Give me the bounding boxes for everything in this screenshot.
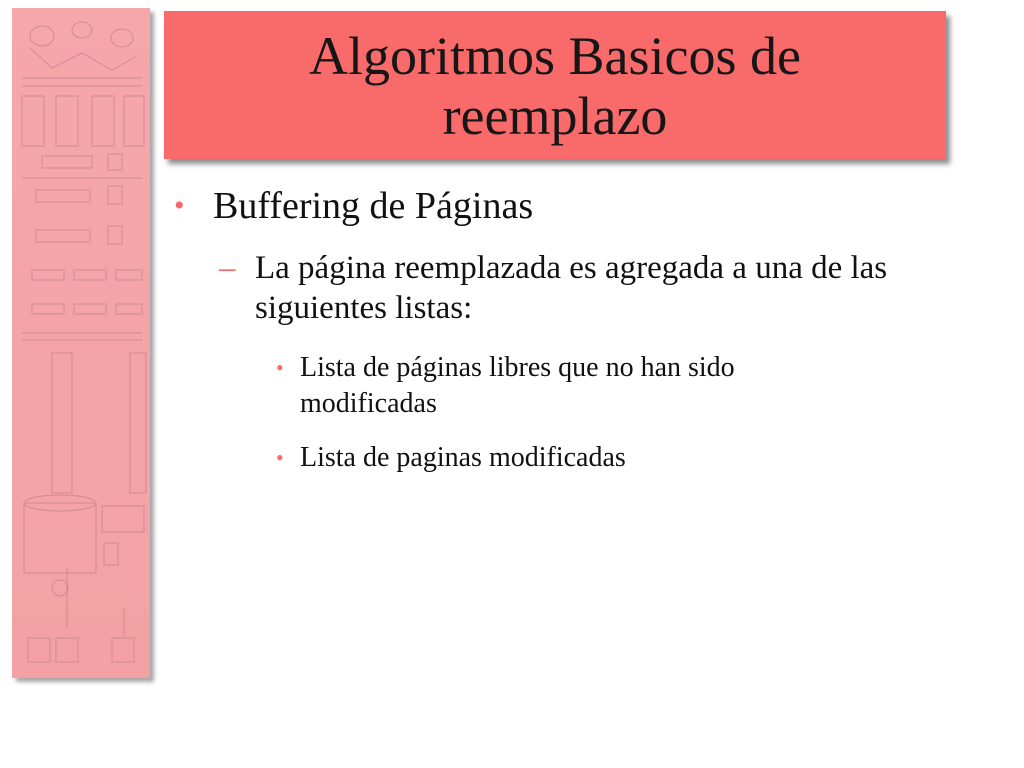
slide-title: Algoritmos Basicos de reemplazo <box>309 26 801 146</box>
bullet-text: Buffering de Páginas <box>213 185 534 227</box>
subsub-bullet-text: Lista de paginas modificadas <box>300 442 626 473</box>
decorative-diagram-panel <box>12 8 150 678</box>
sub-bullet-text: La página reemplazada es agregada a una de las siguientes listas: <box>255 250 888 326</box>
bullet-dot-icon: • <box>174 189 185 222</box>
subsub-bullet-text: Lista de páginas libres que no han sido modificadas <box>300 352 735 419</box>
slide-title-box <box>164 11 946 159</box>
background-diagram-image <box>12 8 150 678</box>
bullet-dot-icon: • <box>276 445 284 470</box>
bullet-dot-icon: • <box>276 355 284 380</box>
dash-icon: – <box>219 250 236 286</box>
